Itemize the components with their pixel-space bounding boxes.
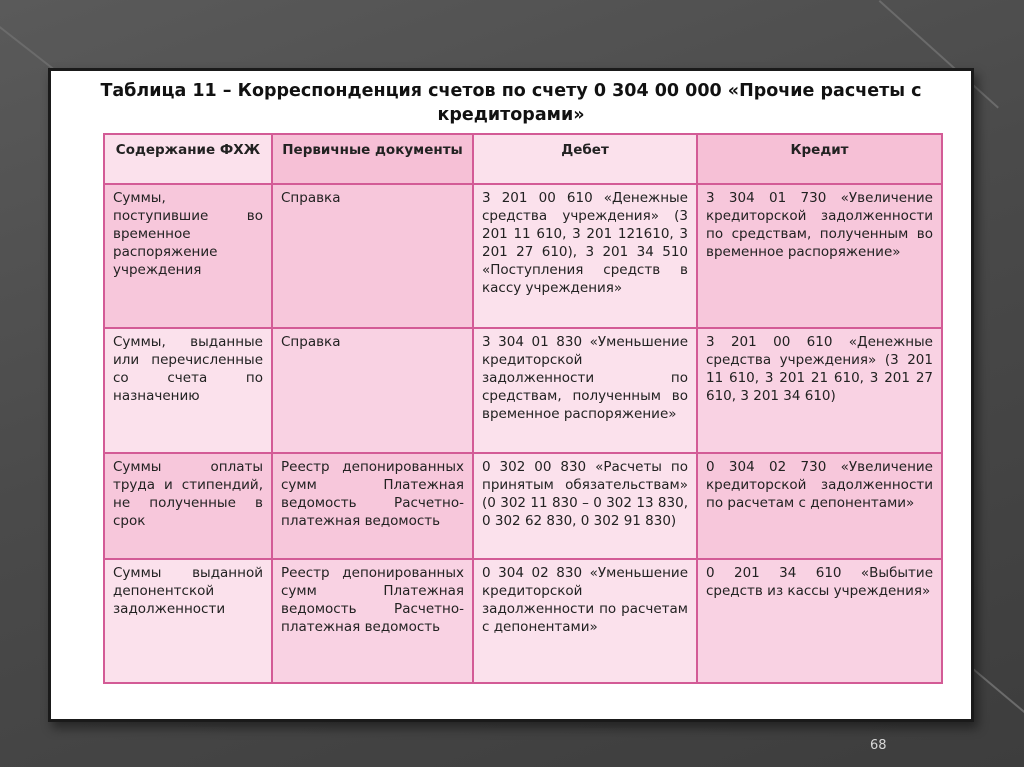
table-cell: Суммы, выданные или перечисленные со счета по назначению <box>104 328 272 453</box>
page-number: 68 <box>870 738 887 753</box>
column-header: Кредит <box>697 134 942 184</box>
table-cell: Реестр депонированных сумм Платежная ведомость Расчетно-платежная ведомость <box>272 453 473 559</box>
slide <box>48 68 974 722</box>
table-cell: 0 201 34 610 «Выбытие средств из кассы учреждения» <box>697 559 942 683</box>
table-cell: Суммы выданной депонентской задолженности <box>104 559 272 683</box>
column-header: Первичные документы <box>272 134 473 184</box>
table-cell: Суммы, поступившие во временное распоряжение учреждения <box>104 184 272 328</box>
table-header-row <box>104 134 942 184</box>
table-cell: 3 304 01 830 «Уменьшение кредиторской задолженности по средствам, полученным во временное распоряжение» <box>473 328 697 453</box>
table-cell: 3 201 00 610 «Денежные средства учреждения» (3 201 11 610, 3 201 121610, 3 201 27 610), 3 201 34 510 «Поступления средств в кассу учреждения» <box>473 184 697 328</box>
table-cell: Суммы оплаты труда и стипендий, не полученные в срок <box>104 453 272 559</box>
table-cell: 3 201 00 610 «Денежные средства учреждения» (3 201 11 610, 3 201 21 610, 3 201 27 610, 3 201 34 610) <box>697 328 942 453</box>
table-row <box>104 328 942 453</box>
table-row <box>104 184 942 328</box>
table-cell: 0 304 02 830 «Уменьшение кредиторской задолженности по расчетам с депонентами» <box>473 559 697 683</box>
table-cell: Реестр депонированных сумм Платежная ведомость Расчетно-платежная ведомость <box>272 559 473 683</box>
table-cell: Справка <box>272 328 473 453</box>
table-cell: 3 304 01 730 «Увеличение кредиторской задолженности по средствам, полученным во временное распоряжение» <box>697 184 942 328</box>
table-cell: 0 304 02 730 «Увеличение кредиторской задолженности по расчетам с депонентами» <box>697 453 942 559</box>
table-row <box>104 559 942 683</box>
column-header: Содержание ФХЖ <box>104 134 272 184</box>
correspondence-table <box>103 133 943 684</box>
table-title: Таблица 11 – Корреспонденция счетов по счету 0 304 00 000 «Прочие расчеты с кредиторами» <box>100 81 922 125</box>
table-cell: Справка <box>272 184 473 328</box>
table-row <box>104 453 942 559</box>
column-header: Дебет <box>473 134 697 184</box>
table-cell: 0 302 00 830 «Расчеты по принятым обязательствам» (0 302 11 830 – 0 302 13 830, 0 302 62 830, 0 302 91 830) <box>473 453 697 559</box>
